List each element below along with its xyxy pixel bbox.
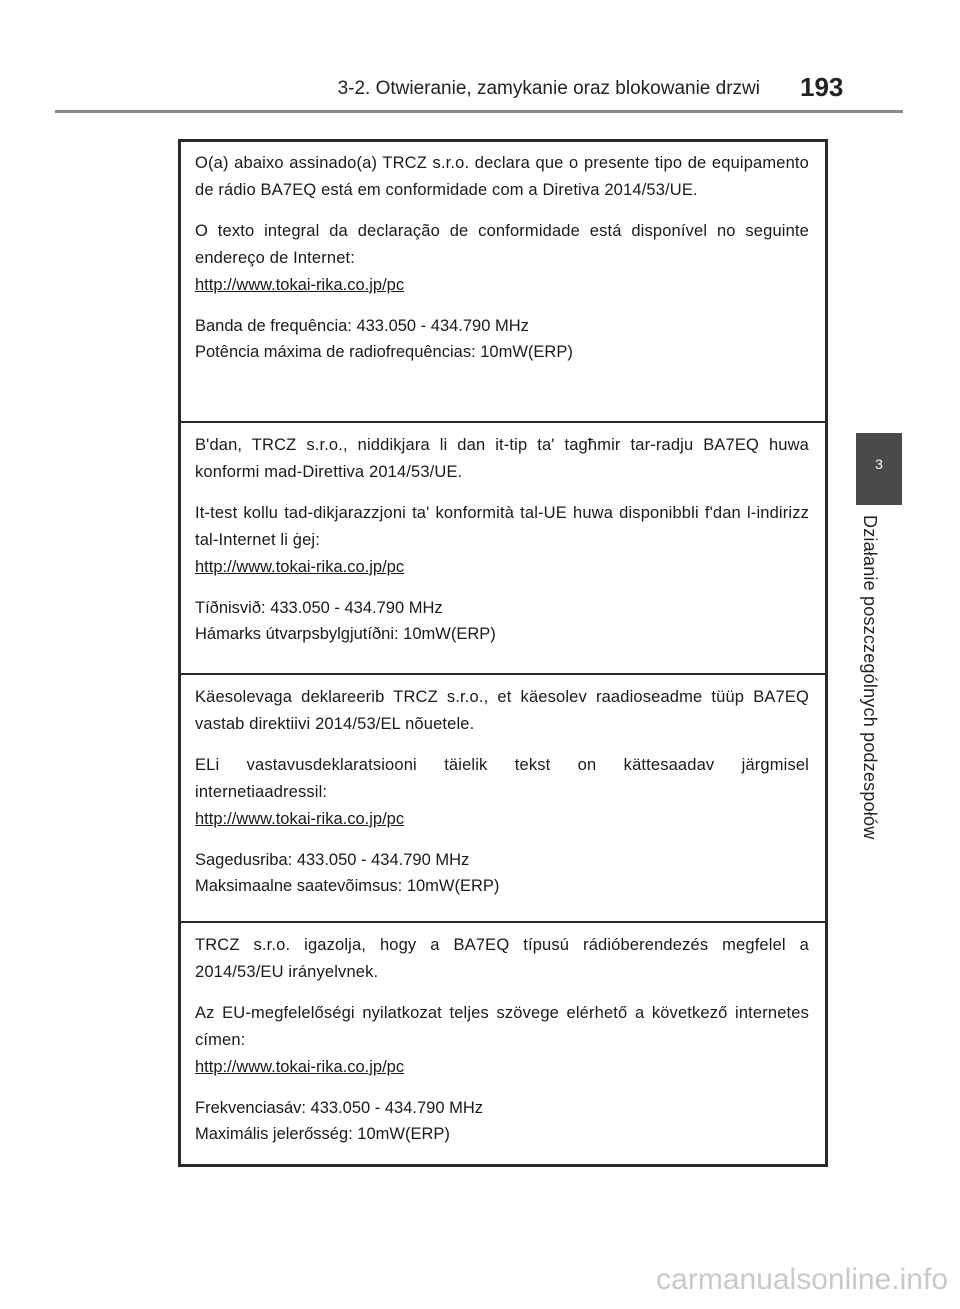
declaration-section-portuguese [181,142,825,365]
max-power: Hámarks útvarpsbylgjutíðni: 10mW(ERP) [195,625,496,643]
watermark: carmanualsonline.info [656,1263,948,1296]
availability-text: O texto integral da declaração de conformidade está disponível no seguinte endereço de Internet: [195,222,809,267]
declaration-text: B'dan, TRCZ s.r.o., niddikjara li dan it-tip ta' tagħmir tar-radju BA7EQ huwa konformi mad-Direttiva 2014/53/UE. [195,436,809,481]
chapter-number: 3 [875,456,883,472]
max-power: Maximális jelerősség: 10mW(ERP) [195,1125,450,1143]
section-divider [181,421,825,423]
frequency-band: Tíðnisvið: 433.050 - 434.790 MHz [195,599,443,617]
availability-text: It-test kollu tad-dikjarazzjoni ta' konformità tal-UE huwa disponibbli f'dan l-indirizz tal-Internet li ġej: [195,504,809,549]
max-power: Potência máxima de radiofrequências: 10mW(ERP) [195,343,573,361]
declaration-url-link[interactable]: http://www.tokai-rika.co.jp/pc [195,276,405,294]
availability-text: ELi vastavusdeklaratsiooni täielik tekst on kättesaadav järgmisel internetiaadressil: [195,756,809,801]
frequency-band: Sagedusriba: 433.050 - 434.790 MHz [195,851,470,869]
page-number: 193 [800,72,844,102]
declaration-url-link[interactable]: http://www.tokai-rika.co.jp/pc [195,1058,405,1076]
declaration-section-estonian [181,676,825,899]
availability-text: Az EU-megfelelőségi nyilatkozat teljes szövege elérhető a következő internetes címen: [195,1004,809,1049]
section-divider [181,673,825,675]
declaration-text: TRCZ s.r.o. igazolja, hogy a BA7EQ típusú rádióberendezés megfelel a 2014/53/EU irányelvnek. [195,936,809,981]
section-divider [181,921,825,923]
declaration-section-maltese [181,424,825,647]
chapter-label: Działanie poszczególnych podzespołów [860,515,880,840]
declaration-text: Käesolevaga deklareerib TRCZ s.r.o., et käesolev raadioseadme tüüp BA7EQ vastab direktiivi 2014/53/EL nõuetele. [195,688,809,733]
declaration-url-link[interactable]: http://www.tokai-rika.co.jp/pc [195,558,405,576]
header-divider [55,110,903,113]
frequency-band: Frekvenciasáv: 433.050 - 434.790 MHz [195,1099,483,1117]
max-power: Maksimaalne saatevõimsus: 10mW(ERP) [195,877,500,895]
declaration-text: O(a) abaixo assinado(a) TRCZ s.r.o. declara que o presente tipo de equipamento de rádio BA7EQ está em conformidade com a Diretiva 2014/53/UE. [195,154,809,199]
declaration-url-link[interactable]: http://www.tokai-rika.co.jp/pc [195,810,405,828]
frequency-band: Banda de frequência: 433.050 - 434.790 MHz [195,317,529,335]
declaration-box [178,139,828,1167]
section-title: 3-2. Otwieranie, zamykanie oraz blokowanie drzwi [337,78,760,99]
declaration-section-hungarian [181,924,825,1147]
